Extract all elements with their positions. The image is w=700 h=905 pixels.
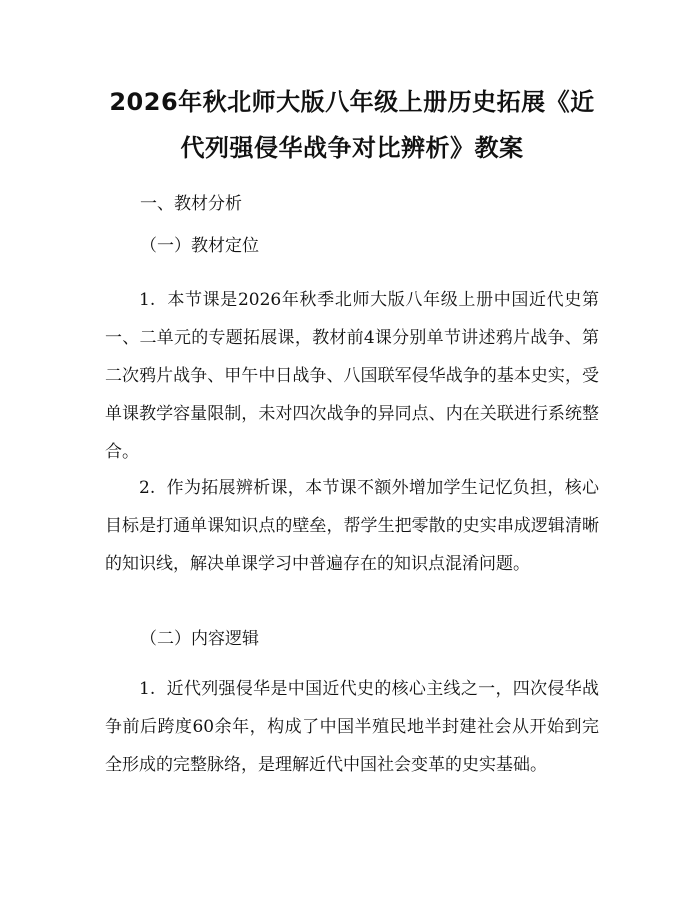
document-title-line-2: 代列强侵华战争对比辨析》教案 [180,134,524,162]
paragraph-positioning-1: 1. 本节课是2026年秋季北师大版八年级上册中国近代史第一、二单元的专题拓展课，教材前4课分别单节讲述鸦片战争、第二次鸦片战争、甲午中日战争、八国联军侵华战争的基本史实，受单课教学容量限制，未对四次战争的异同点、内在关联进行系统整合。 [105,290,599,462]
document-title-line-1: 2026年秋北师大版八年级上册历史拓展《近 [109,88,595,116]
paragraph-positioning-2: 2. 作为拓展辨析课，本节课不额外增加学生记忆负担，核心目标是打通单课知识点的壁垒，帮学生把零散的史实串成逻辑清晰的知识线，解决单课学习中普遍存在的知识点混淆问题。 [105,478,599,574]
subsection-heading-textbook-positioning: （一）教材定位 [140,236,259,256]
paragraph-content-logic-1: 1. 近代列强侵华是中国近代史的核心主线之一，四次侵华战争前后跨度60余年，构成了中国半殖民地半封建社会从开始到完全形成的完整脉络，是理解近代中国社会变革的史实基础。 [105,679,599,775]
subsection-heading-content-logic: （二）内容逻辑 [140,629,259,649]
section-heading-textbook-analysis: 一、教材分析 [140,194,242,214]
